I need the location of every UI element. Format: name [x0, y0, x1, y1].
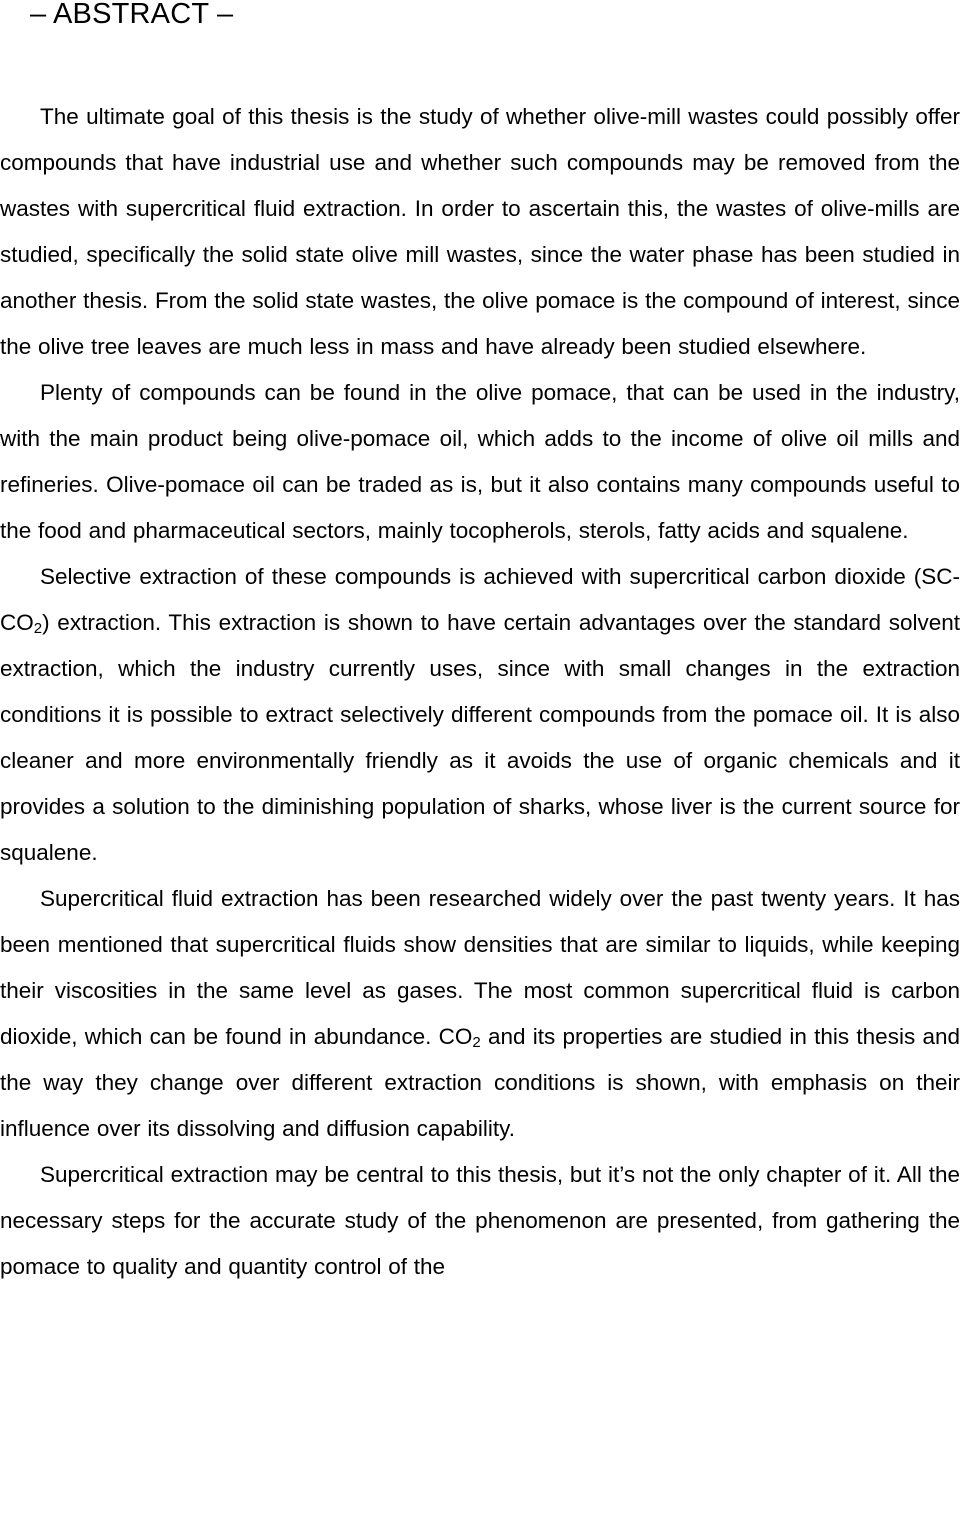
abstract-paragraph-2 — [0, 370, 960, 554]
paragraph-text: ) extraction. This extraction is shown to have certain advantages over the standard solvent extraction, which the industry currently uses, since with small changes in the extraction conditions it is possible to extract selectively different compounds from the pomace oil. It is also cleaner and more environmentally friendly as it avoids the use of organic chemicals and it provides a solution to the diminishing population of sharks, whose liver is the current source for squalene. — [0, 610, 960, 865]
subscript-digit: 2 — [472, 1034, 481, 1051]
abstract-paragraph-4 — [0, 876, 960, 1152]
abstract-paragraph-5 — [0, 1152, 960, 1290]
subscript-digit: 2 — [33, 620, 43, 637]
paragraph-text: The ultimate goal of this thesis is the study of whether olive-mill wastes could possibly offer compounds that have industrial use and whether such compounds may be removed from the wastes with supercritical fluid extraction. In order to ascertain this, the wastes of olive-mills are studied, specifically the solid state olive mill wastes, since the water phase has been studied in another thesis. From the solid state wastes, the olive pomace is the compound of interest, since the olive tree leaves are much less in mass and have already been studied elsewhere. — [0, 104, 960, 359]
abstract-paragraph-3 — [0, 554, 960, 876]
paragraph-text: Supercritical fluid extraction has been researched widely over the past twenty years. It has been mentioned that supercritical fluids show densities that are similar to liquids, while keeping their viscosities in the same level as gases. The most common supercritical fluid is carbon dioxide, which can be found in abundance. CO — [0, 886, 960, 1049]
abstract-heading: – ABSTRACT – — [30, 0, 234, 30]
abstract-paragraph-1 — [0, 94, 960, 370]
paragraph-text: Plenty of compounds can be found in the olive pomace, that can be used in the industry, with the main product being olive-pomace oil, which adds to the income of olive oil mills and refineries. Olive-pomace oil can be traded as is, but it also contains many compounds useful to the food and pharmaceutical sectors, mainly tocopherols, sterols, fatty acids and squalene. — [0, 380, 960, 543]
abstract-body — [0, 94, 960, 1290]
paragraph-text: and its properties are studied in this thesis and the way they change over different extraction conditions is shown, with emphasis on their influence over its dissolving and diffusion capability. — [0, 1024, 960, 1141]
paragraph-text: Supercritical extraction may be central to this thesis, but it’s not the only chapter of it. All the necessary steps for the accurate study of the phenomenon are presented, from gathering the pomace to quality and quantity control of the — [0, 1162, 960, 1279]
paragraph-text: Selective extraction of these compounds is achieved with supercritical carbon dioxide (SC-CO — [0, 564, 960, 635]
